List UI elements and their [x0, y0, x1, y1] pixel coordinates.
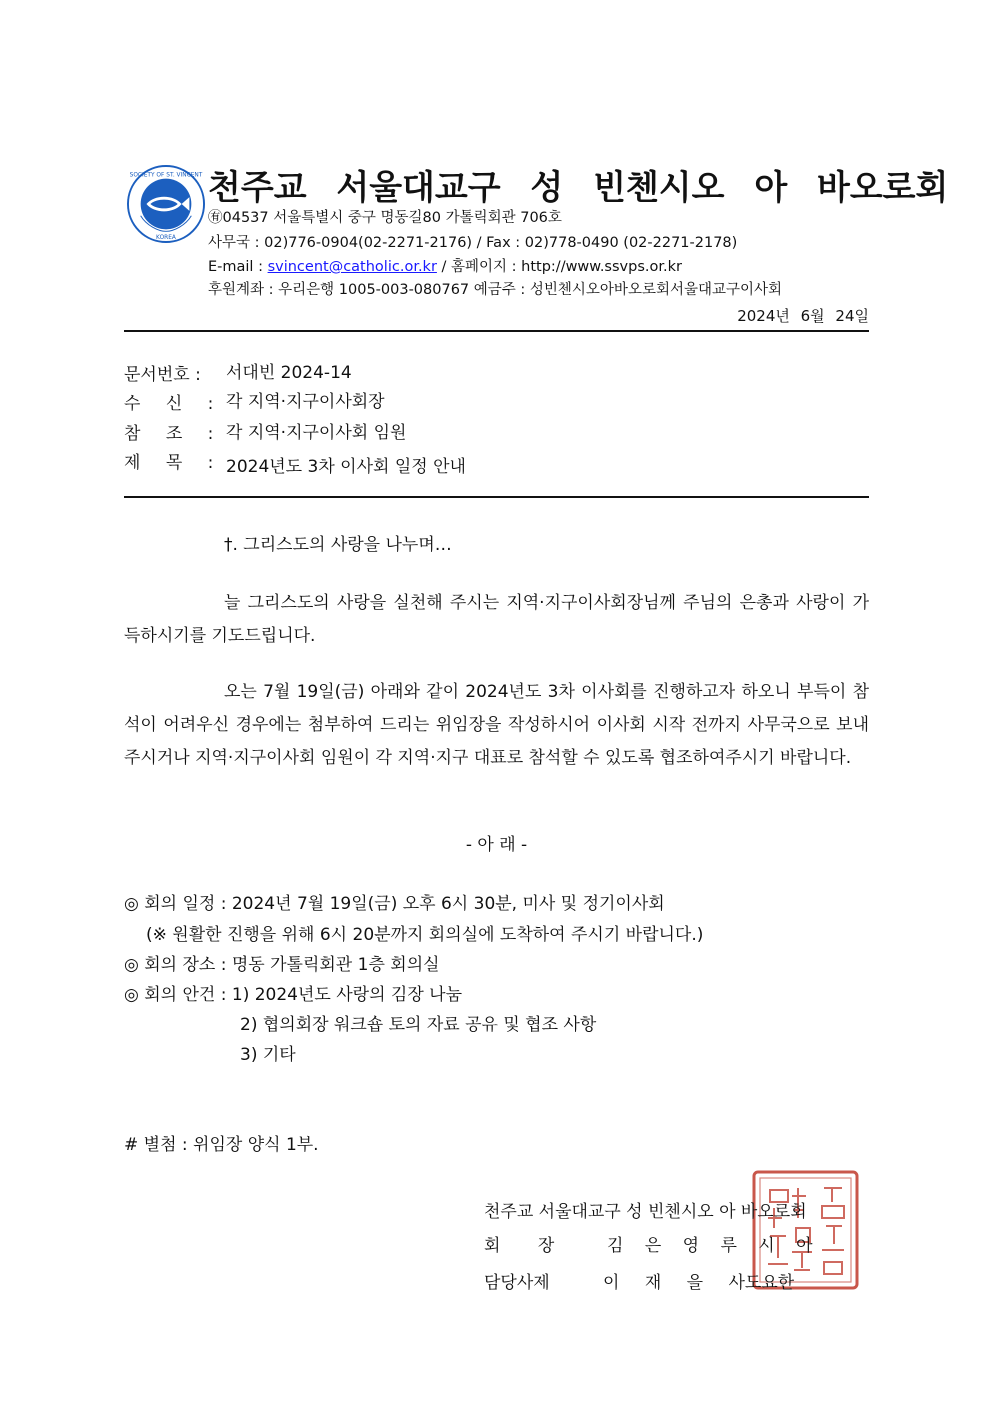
president-title: 회 장 [484, 1236, 555, 1256]
recipient-label: 수 신 : [124, 394, 214, 414]
agenda-label: ◎ 회의 안건 : [124, 985, 232, 1005]
recipient-value: 각 지역·지구이사회장 [226, 392, 385, 412]
agenda-item-3: 3) 기타 [240, 1045, 296, 1065]
address: ㊒04537 서울특별시 중구 명동길80 가톨릭회관 706호 [208, 210, 562, 226]
doc-number-value: 서대빈 2024-14 [226, 363, 352, 383]
below-heading: - 아 래 - [465, 835, 528, 855]
paragraph-2-text: 오는 7월 19일(금) 아래와 같이 2024년도 3차 이사회를 진행하고자 하오니 부득이 참석이 어려우신 경우에는 첨부하여 드리는 위임장을 작성하시어 이사회 시작 전까지 사무국으로 보내주시거나 지역·지구이사회 임원이 각 지역·지구 대표로 참석할 수 있도록 협조하여주시기 바랍니다. [124, 682, 869, 768]
svg-text:SOCIETY OF ST. VINCENT: SOCIETY OF ST. VINCENT [129, 172, 203, 179]
document-date: 2024년 6월 24일 [737, 307, 869, 325]
greeting: †. 그리스도의 사랑을 나누며… [224, 535, 452, 555]
homepage-text: / 홈페이지 : http://www.ssvps.or.kr [436, 259, 682, 275]
meeting-place: ◎ 회의 장소 : 명동 가톨릭회관 1층 회의실 [124, 955, 440, 975]
email-link[interactable]: svincent@catholic.or.kr [267, 259, 437, 275]
attachment-note: # 별첨 : 위임장 양식 1부. [124, 1135, 319, 1155]
paragraph-1 [124, 587, 869, 653]
contact-line [208, 255, 682, 276]
meta-divider [124, 496, 869, 498]
agenda-item-2: 2) 협의회장 워크숍 토의 자료 공유 및 협조 사항 [240, 1015, 597, 1035]
cc-label: 참 조 : [124, 424, 214, 444]
meeting-schedule: ◎ 회의 일정 : 2024년 7월 19일(금) 오후 6시 30분, 미사 및 정기이사회 [124, 894, 665, 914]
agenda-line-1 [124, 980, 462, 1005]
priest-name: 이 재 을 사도요한 [603, 1273, 795, 1293]
phone-info: 사무국 : 02)776-0904(02-2271-2176) / Fax : 02)778-0490 (02-2271-2178) [208, 235, 738, 251]
header-divider [124, 330, 869, 332]
cc-value: 각 지역·지구이사회 임원 [226, 423, 407, 443]
president-name: 김 은 영 루 시 아 [607, 1236, 813, 1256]
paragraph-2 [124, 676, 869, 775]
account-info: 후원계좌 : 우리은행 1005-003-080767 예금주 : 성빈첸시오아바오로회서울대교구이사회 [208, 282, 783, 298]
signature-org: 천주교 서울대교구 성 빈첸시오 아 바오로회 [484, 1202, 807, 1222]
priest-title: 담당사제 [484, 1273, 550, 1293]
doc-number-label: 문서번호 : [124, 365, 201, 385]
agenda-item-1: 1) 2024년도 사랑의 김장 나눔 [231, 985, 462, 1005]
schedule-note: (※ 원활한 진행을 위해 6시 20분까지 회의실에 도착하여 주시기 바랍니다.) [146, 925, 704, 945]
subject-value: 2024년도 3차 이사회 일정 안내 [226, 457, 466, 477]
email-label: E-mail : [208, 259, 268, 275]
society-logo [127, 165, 205, 243]
paragraph-1-text: 늘 그리스도의 사랑을 실천해 주시는 지역·지구이사회장님께 주님의 은총과 사랑이 가득하시기를 기도드립니다. [124, 593, 869, 646]
subject-label: 제 목 : [124, 453, 214, 473]
logo-korea: KOREA [156, 235, 176, 242]
org-title: 천주교 서울대교구 성 빈첸시오 아 바오로회 [208, 168, 949, 208]
